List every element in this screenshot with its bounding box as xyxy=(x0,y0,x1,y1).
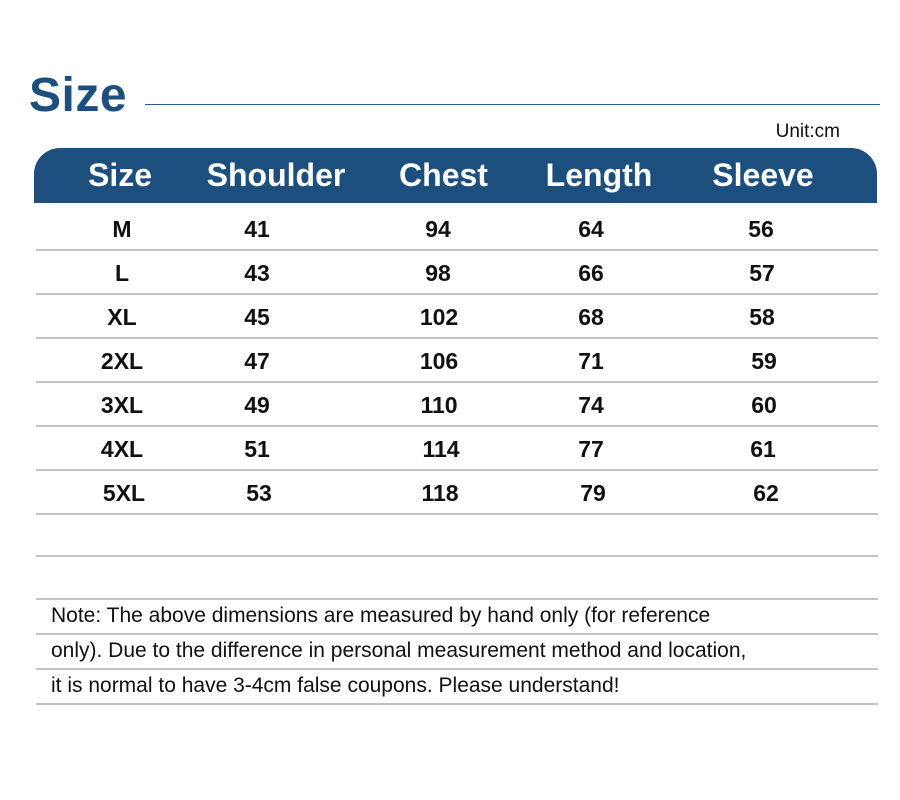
chest-cell: 110 xyxy=(420,392,458,418)
size-cell: M xyxy=(112,216,132,242)
table-row xyxy=(36,469,878,515)
note-line xyxy=(36,670,878,705)
sleeve-cell: 60 xyxy=(751,392,777,418)
header-shoulder: Shoulder xyxy=(206,157,346,193)
size-cell: L xyxy=(114,260,130,286)
length-cell: 71 xyxy=(578,348,604,374)
page-title: Size xyxy=(29,69,128,122)
chest-cell: 102 xyxy=(419,304,459,330)
shoulder-cell: 53 xyxy=(246,480,272,506)
note-text: only). Due to the difference in personal measurement method and location, xyxy=(51,639,747,662)
header-length: Length xyxy=(545,157,653,193)
note-text: Note: The above dimensions are measured by hand only (for reference xyxy=(51,604,711,627)
length-cell: 77 xyxy=(578,436,604,462)
header-chest: Chest xyxy=(399,157,488,193)
table-row xyxy=(36,425,878,471)
chest-cell: 98 xyxy=(425,260,451,286)
note-text: it is normal to have 3-4cm false coupons. Please understand! xyxy=(51,674,620,697)
size-cell: XL xyxy=(107,304,137,330)
length-cell: 64 xyxy=(578,216,604,242)
size-cell: 5XL xyxy=(102,480,146,506)
sleeve-cell: 61 xyxy=(750,436,776,462)
table-row xyxy=(36,249,878,295)
header-size: Size xyxy=(87,157,153,193)
chest-cell: 94 xyxy=(425,216,451,242)
sleeve-cell: 57 xyxy=(749,260,775,286)
length-cell: 79 xyxy=(580,480,606,506)
title-underline xyxy=(145,104,880,105)
shoulder-cell: 45 xyxy=(244,304,270,330)
shoulder-cell: 41 xyxy=(244,216,270,242)
note-line xyxy=(36,600,878,635)
note-line xyxy=(36,635,878,670)
table-row xyxy=(36,337,878,383)
chest-cell: 118 xyxy=(421,480,459,506)
size-cell: 4XL xyxy=(100,436,144,462)
length-cell: 74 xyxy=(578,392,604,418)
shoulder-cell: 43 xyxy=(244,260,270,286)
chest-cell: 106 xyxy=(419,348,459,374)
table-row xyxy=(36,381,878,427)
shoulder-cell: 47 xyxy=(244,348,270,374)
chest-cell: 114 xyxy=(422,436,460,462)
shoulder-cell: 51 xyxy=(244,436,270,462)
table-row xyxy=(36,293,878,339)
empty-row xyxy=(36,557,878,600)
sleeve-cell: 56 xyxy=(748,216,774,242)
table-row xyxy=(36,205,878,251)
sleeve-cell: 62 xyxy=(753,480,779,506)
length-cell: 66 xyxy=(578,260,604,286)
size-cell: 3XL xyxy=(100,392,144,418)
shoulder-cell: 49 xyxy=(244,392,270,418)
unit-label: Unit:cm xyxy=(775,121,840,142)
table-header xyxy=(34,148,877,203)
empty-row xyxy=(36,513,878,557)
length-cell: 68 xyxy=(578,304,604,330)
sleeve-cell: 58 xyxy=(749,304,775,330)
sleeve-cell: 59 xyxy=(751,348,777,374)
header-sleeve: Sleeve xyxy=(712,157,814,193)
size-cell: 2XL xyxy=(100,348,144,374)
